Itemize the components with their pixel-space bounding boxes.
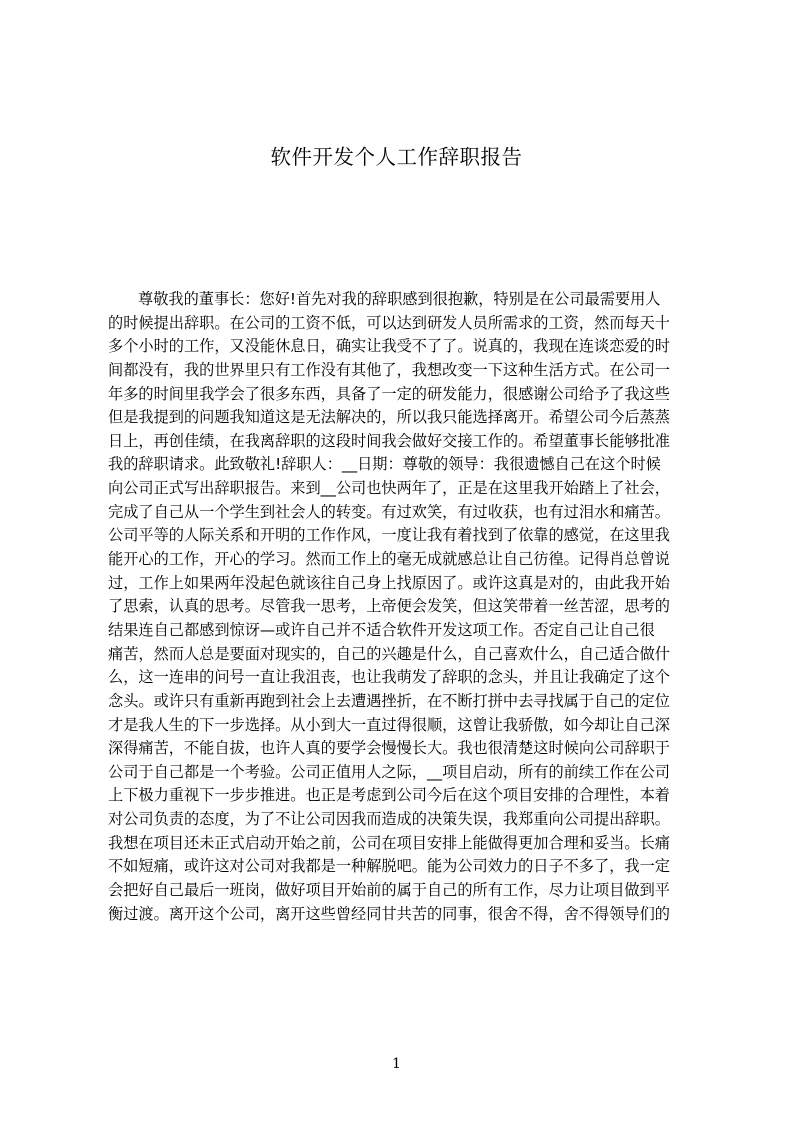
body-line: 日上，再创佳绩，在我离辞职的这段时间我会做好交接工作的。希望董事长能够批准 bbox=[108, 431, 670, 450]
body-line: 年多的时间里我学会了很多东西，具备了一定的研发能力，很感谢公司给予了我这些 bbox=[108, 384, 670, 403]
body-line: 我想在项目还未正式启动开始之前，公司在项目安排上能做得更加合理和妥当。长痛 bbox=[108, 833, 670, 852]
body-line: 不如短痛，或许这对公司对我都是一种解脱吧。能为公司效力的日子不多了，我一定 bbox=[108, 857, 670, 876]
document-body bbox=[108, 288, 698, 926]
body-line: 过，工作上如果两年没起色就该往自己身上找原因了。或许这真是对的，由此我开始 bbox=[108, 573, 670, 592]
body-line: 完成了自己从一个学生到社会人的转变。有过欢笑，有过收获，也有过泪水和痛苦。 bbox=[108, 502, 670, 521]
body-line: 公司平等的人际关系和开明的工作作风，一度让我有着找到了依靠的感觉，在这里我 bbox=[108, 526, 670, 545]
body-line: 尊敬我的董事长：您好!首先对我的辞职感到很抱歉，特别是在公司最需要用人 bbox=[138, 290, 661, 308]
body-line: 但是我提到的问题我知道这是无法解决的，所以我只能选择离开。希望公司今后蒸蒸 bbox=[108, 408, 670, 427]
body-line: 念头。或许只有重新再跑到社会上去遭遇挫折，在不断打拼中去寻找属于自己的定位 bbox=[108, 691, 670, 710]
body-line: 衡过渡。离开这个公司，离开这些曾经同甘共苦的同事，很舍不得，舍不得领导们的 bbox=[108, 904, 670, 923]
body-line: 结果连自己都感到惊讶—或许自己并不适合软件开发这项工作。否定自己让自己很 bbox=[108, 620, 655, 639]
body-line: 上下极力重视下一步步推进。也正是考虑到公司今后在这个项目安排的合理性，本着 bbox=[108, 786, 670, 805]
body-line: 多个小时的工作，又没能休息日，确实让我受不了了。说真的，我现在连谈恋爱的时 bbox=[108, 337, 670, 356]
body-line: 的时候提出辞职。在公司的工资不低，可以达到研发人员所需求的工资，然而每天十 bbox=[108, 313, 670, 332]
body-line: 么，这一连串的问号一直让我沮丧，也让我萌发了辞职的念头，并且让我确定了这个 bbox=[108, 668, 670, 687]
body-line: 了思索，认真的思考。尽管我一思考，上帝便会发笑，但这笑带着一丝苦涩，思考的 bbox=[108, 597, 670, 616]
body-line: 才是我人生的下一步选择。从小到大一直过得很顺，这曾让我骄傲，如今却让自己深 bbox=[108, 715, 670, 734]
body-line: 公司于自己都是一个考验。公司正值用人之际，__项目启动，所有的前续工作在公司 bbox=[108, 762, 670, 781]
body-line: 间都没有，我的世界里只有工作没有其他了，我想改变一下这种生活方式。在公司一 bbox=[108, 360, 670, 379]
page-number: 1 bbox=[392, 1056, 401, 1072]
body-line: 痛苦，然而人总是要面对现实的，自己的兴趣是什么，自己喜欢什么，自己适合做什 bbox=[108, 644, 670, 663]
body-line: 对公司负责的态度，为了不让公司因我而造成的决策失误，我郑重向公司提出辞职。 bbox=[108, 810, 670, 829]
document-title: 软件开发个人工作辞职报告 bbox=[270, 145, 523, 169]
body-line: 能开心的工作，开心的学习。然而工作上的毫无成就感总让自己彷徨。记得肖总曾说 bbox=[108, 550, 670, 569]
body-line: 会把好自己最后一班岗，做好项目开始前的属于自己的所有工作，尽力让项目做到平 bbox=[108, 881, 670, 900]
body-line: 我的辞职请求。此致敬礼!辞职人：__日期：尊敬的领导：我很遗憾自己在这个时候 bbox=[108, 455, 661, 474]
body-line: 向公司正式写出辞职报告。来到__公司也快两年了，正是在这里我开始踏上了社会， bbox=[108, 479, 670, 498]
body-line: 深得痛苦，不能自拔，也许人真的要学会慢慢长大。我也很清楚这时候向公司辞职于 bbox=[108, 739, 670, 758]
